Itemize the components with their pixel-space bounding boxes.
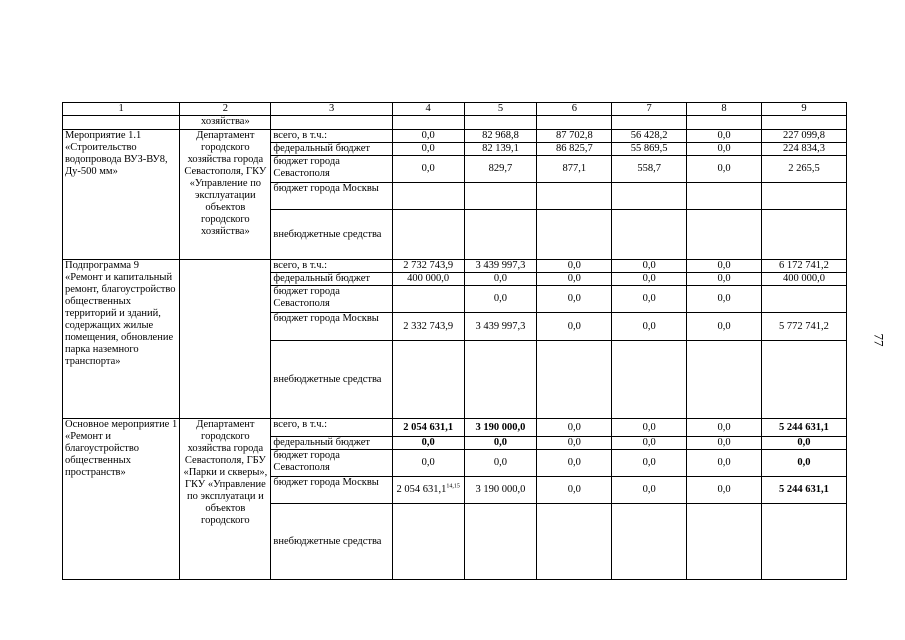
col-header: 1 bbox=[63, 103, 180, 116]
table-row bbox=[63, 130, 847, 143]
value-cell: 86 825,7 bbox=[537, 143, 612, 156]
value-cell: 82 139,1 bbox=[464, 143, 537, 156]
value-cell: 0,0 bbox=[687, 419, 762, 437]
value-cell: 0,0 bbox=[687, 286, 762, 313]
value-cell bbox=[392, 286, 464, 313]
funding-source: бюджет города Москвы bbox=[271, 477, 392, 504]
funding-source: внебюджетные средства bbox=[271, 504, 392, 580]
value-cell: 5 244 631,1 bbox=[761, 477, 846, 504]
value-cell: 0,0 bbox=[537, 437, 612, 450]
funding-source: бюджет города Севастополя bbox=[271, 286, 392, 313]
funding-source: всего, в т.ч.: bbox=[271, 419, 392, 437]
value-cell: 2 054 631,1 bbox=[392, 419, 464, 437]
value-cell: 558,7 bbox=[612, 156, 687, 183]
col-header: 7 bbox=[612, 103, 687, 116]
value-cell: 0,0 bbox=[464, 450, 537, 477]
subprogram-name: Подпрограмма 9 «Ремонт и капитальный ремонт, благоустройство общественных территорий и зданий, содержащих жилые помещения, обновление парка наземного транспорта» bbox=[63, 260, 180, 419]
value-cell: 224 834,3 bbox=[761, 143, 846, 156]
value-cell: 0,0 bbox=[687, 156, 762, 183]
footnote-ref: 14,15 bbox=[446, 483, 460, 490]
value-cell: 5 244 631,1 bbox=[761, 419, 846, 437]
funding-source: федеральный бюджет bbox=[271, 143, 392, 156]
value-cell: 0,0 bbox=[537, 313, 612, 341]
cell bbox=[612, 116, 687, 130]
value-cell: 0,0 bbox=[464, 286, 537, 313]
value-cell: 2 265,5 bbox=[761, 156, 846, 183]
value-cell bbox=[464, 341, 537, 419]
value-cell: 0,0 bbox=[687, 437, 762, 450]
col-header: 8 bbox=[687, 103, 762, 116]
value-cell: 56 428,2 bbox=[612, 130, 687, 143]
value-cell: 0,0 bbox=[761, 437, 846, 450]
value-cell bbox=[761, 341, 846, 419]
value-cell: 0,0 bbox=[761, 450, 846, 477]
value-cell: 0,0 bbox=[612, 273, 687, 286]
value-cell bbox=[687, 504, 762, 580]
col-header: 4 bbox=[392, 103, 464, 116]
value-cell: 0,0 bbox=[537, 450, 612, 477]
executor-cell: Департамент городского хозяйства города Севастополя, ГБУ «Парки и скверы», ГКУ «Управление по эксплуатаци и объектов городского bbox=[180, 419, 271, 580]
cell bbox=[392, 116, 464, 130]
value-cell: 3 439 997,3 bbox=[464, 313, 537, 341]
value-cell: 0,0 bbox=[612, 260, 687, 273]
value-cell: 0,0 bbox=[392, 130, 464, 143]
value-text: 2 054 631,1 bbox=[396, 484, 447, 495]
funding-source: федеральный бюджет bbox=[271, 273, 392, 286]
value-cell bbox=[687, 183, 762, 210]
value-cell bbox=[392, 341, 464, 419]
value-cell: 55 869,5 bbox=[612, 143, 687, 156]
value-cell: 400 000,0 bbox=[392, 273, 464, 286]
funding-source: внебюджетные средства bbox=[271, 341, 392, 419]
value-cell: 0,0 bbox=[537, 286, 612, 313]
funding-source: бюджет города Севастополя bbox=[271, 156, 392, 183]
executor-cell bbox=[180, 260, 271, 419]
value-cell: 0,0 bbox=[687, 143, 762, 156]
value-cell bbox=[761, 183, 846, 210]
cell bbox=[761, 116, 846, 130]
funding-source: бюджет города Москвы bbox=[271, 183, 392, 210]
value-cell: 3 439 997,3 bbox=[464, 260, 537, 273]
funding-source: всего, в т.ч.: bbox=[271, 130, 392, 143]
value-cell: 0,0 bbox=[612, 450, 687, 477]
cell bbox=[271, 116, 392, 130]
value-cell: 0,0 bbox=[687, 130, 762, 143]
budget-table bbox=[62, 102, 847, 580]
value-cell bbox=[464, 183, 537, 210]
table-row bbox=[63, 419, 847, 437]
col-header: 2 bbox=[180, 103, 271, 116]
value-cell bbox=[761, 504, 846, 580]
value-cell: 0,0 bbox=[612, 437, 687, 450]
value-cell bbox=[687, 210, 762, 260]
value-cell bbox=[761, 286, 846, 313]
value-cell: 0,0 bbox=[612, 313, 687, 341]
value-cell: 0,0 bbox=[687, 477, 762, 504]
value-cell: 0,0 bbox=[537, 419, 612, 437]
value-cell bbox=[761, 210, 846, 260]
col-header: 9 bbox=[761, 103, 846, 116]
cell bbox=[537, 116, 612, 130]
value-cell bbox=[687, 341, 762, 419]
cell bbox=[63, 116, 180, 130]
value-cell bbox=[464, 210, 537, 260]
value-cell: 0,0 bbox=[392, 156, 464, 183]
header-row bbox=[63, 103, 847, 116]
funding-source: внебюджетные средства bbox=[271, 210, 392, 260]
value-cell: 2 332 743,9 bbox=[392, 313, 464, 341]
measure-name: Основное мероприятие 1 «Ремонт и благоустройство общественных пространств» bbox=[63, 419, 180, 580]
value-cell: 877,1 bbox=[537, 156, 612, 183]
value-cell bbox=[612, 341, 687, 419]
value-cell bbox=[612, 504, 687, 580]
value-cell bbox=[392, 504, 464, 580]
value-cell: 0,0 bbox=[464, 273, 537, 286]
value-cell bbox=[537, 504, 612, 580]
continuation-row bbox=[63, 116, 847, 130]
value-cell bbox=[392, 183, 464, 210]
value-cell: 0,0 bbox=[392, 437, 464, 450]
value-cell bbox=[612, 183, 687, 210]
value-cell: 0,0 bbox=[537, 273, 612, 286]
value-cell bbox=[392, 210, 464, 260]
value-cell: 3 190 000,0 bbox=[464, 477, 537, 504]
value-cell: 0,0 bbox=[612, 477, 687, 504]
value-cell: 0,0 bbox=[687, 450, 762, 477]
value-cell: 227 099,8 bbox=[761, 130, 846, 143]
measure-name: Мероприятие 1.1 «Строительство водопровода ВУЗ-ВУ8, Ду-500 мм» bbox=[63, 130, 180, 260]
table-row bbox=[63, 260, 847, 273]
value-cell: 400 000,0 bbox=[761, 273, 846, 286]
value-cell bbox=[537, 341, 612, 419]
value-cell: 0,0 bbox=[464, 437, 537, 450]
cell bbox=[687, 116, 762, 130]
value-cell: 0,0 bbox=[612, 419, 687, 437]
value-cell: 2 732 743,9 bbox=[392, 260, 464, 273]
value-cell bbox=[392, 477, 464, 504]
executor-cell: хозяйства» bbox=[180, 116, 271, 130]
col-header: 3 bbox=[271, 103, 392, 116]
value-cell: 0,0 bbox=[687, 260, 762, 273]
col-header: 6 bbox=[537, 103, 612, 116]
value-cell: 0,0 bbox=[392, 143, 464, 156]
cell bbox=[464, 116, 537, 130]
value-cell: 829,7 bbox=[464, 156, 537, 183]
executor-cell: Департамент городского хозяйства города Севастополя, ГКУ «Управление по эксплуатации объектов городского хозяйства» bbox=[180, 130, 271, 260]
value-cell: 5 772 741,2 bbox=[761, 313, 846, 341]
page-number: 77 bbox=[871, 333, 887, 347]
value-cell: 3 190 000,0 bbox=[464, 419, 537, 437]
value-cell: 6 172 741,2 bbox=[761, 260, 846, 273]
value-cell bbox=[537, 183, 612, 210]
value-cell: 0,0 bbox=[537, 477, 612, 504]
value-cell bbox=[464, 504, 537, 580]
funding-source: всего, в т.ч.: bbox=[271, 260, 392, 273]
value-cell: 0,0 bbox=[687, 273, 762, 286]
value-cell: 0,0 bbox=[392, 450, 464, 477]
funding-source: бюджет города Севастополя bbox=[271, 450, 392, 477]
value-cell: 0,0 bbox=[537, 260, 612, 273]
col-header: 5 bbox=[464, 103, 537, 116]
value-cell: 82 968,8 bbox=[464, 130, 537, 143]
funding-source: бюджет города Москвы bbox=[271, 313, 392, 341]
value-cell: 87 702,8 bbox=[537, 130, 612, 143]
value-cell bbox=[612, 210, 687, 260]
value-cell: 0,0 bbox=[687, 313, 762, 341]
value-cell bbox=[537, 210, 612, 260]
value-cell: 0,0 bbox=[612, 286, 687, 313]
funding-source: федеральный бюджет bbox=[271, 437, 392, 450]
